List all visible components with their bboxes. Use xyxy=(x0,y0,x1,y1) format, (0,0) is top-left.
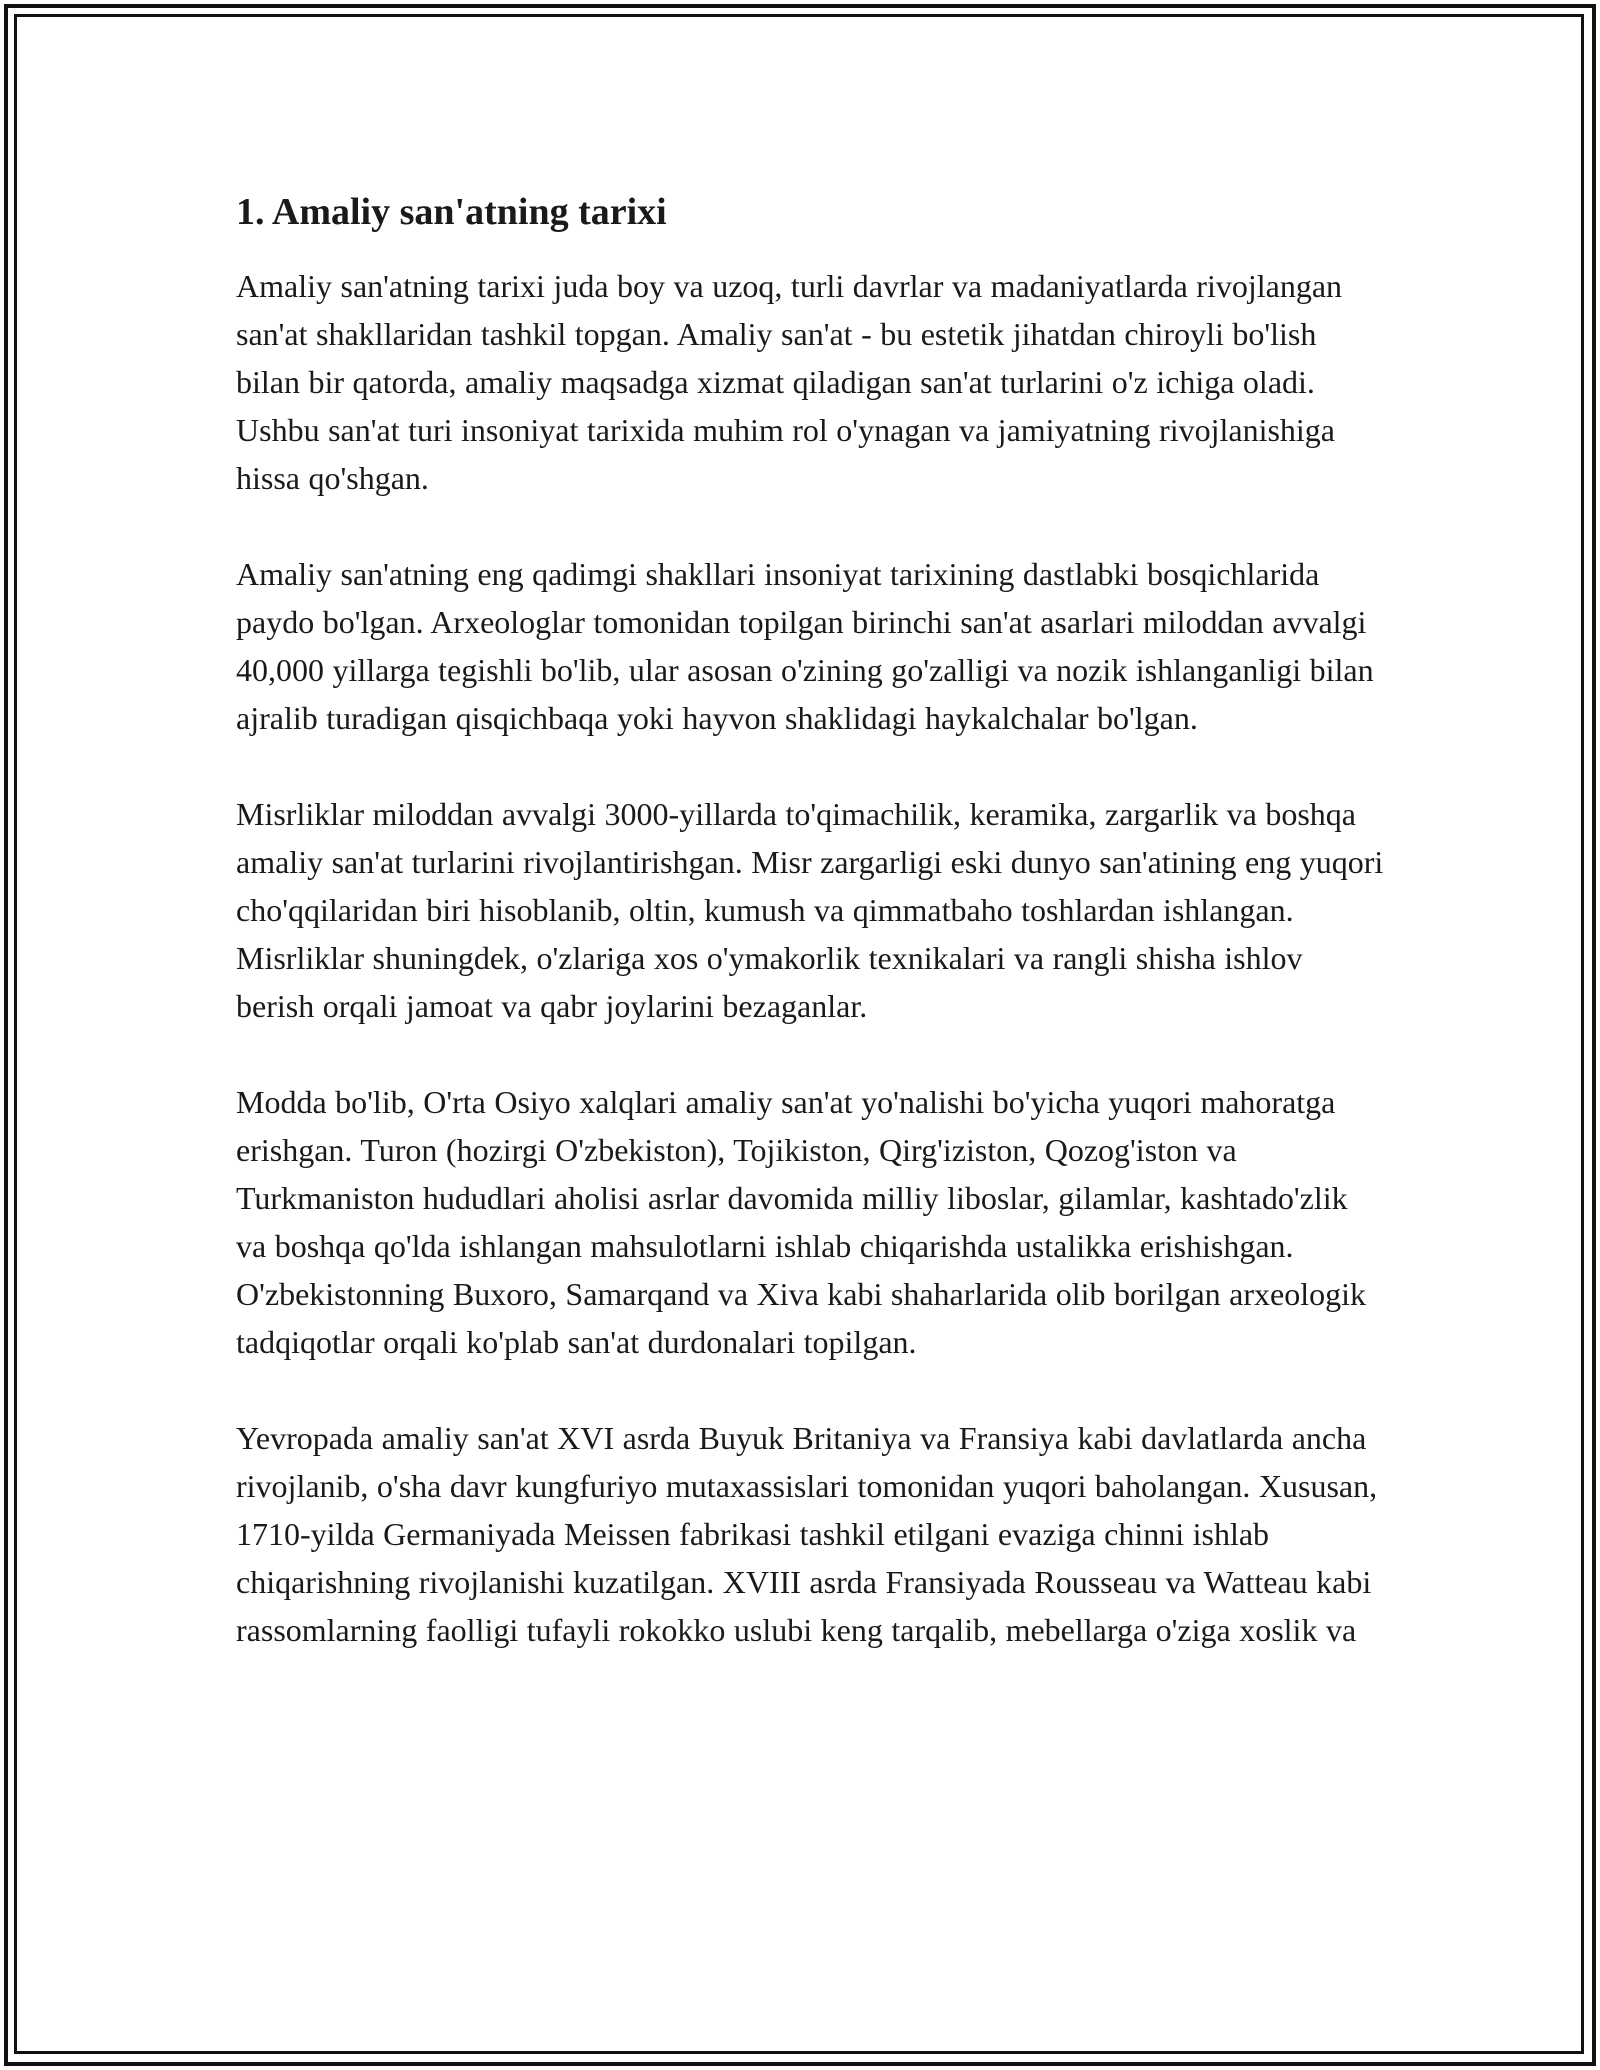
paragraph-5: Yevropada amaliy san'at XVI asrda Buyuk Britaniya va Fransiya kabi davlatlarda ancha rivojlanib, o'sha davr kungfuriyo mutaxassislari tomonidan yuqori baholangan. Xususan, 1710-yilda Germaniyada Meissen fabrikasi tashkil etilgani evaziga chinni ishlab chiqarishning rivojlanishi kuzatilgan. XVIII asrda Fransiyada Rousseau va Watteau kabi rassomlarning faolligi tufayli rokokko uslubi keng tarqalib, mebellarga o'ziga xoslik va xyxy=(236,1420,1378,1648)
section-heading: 1. Amaliy san'atning tarixi xyxy=(236,191,667,233)
paragraph-1: Amaliy san'atning tarixi juda boy va uzoq, turli davrlar va madaniyatlarda rivojlangan san'at shakllaridan tashkil topgan. Amaliy san'at - bu estetik jihatdan chiroyli bo'lish bilan bir qatorda, amaliy maqsadga xizmat qiladigan san'at turlarini o'z ichiga oladi. Ushbu san'at turi insoniyat tarixida muhim rol o'ynagan va jamiyatning rivojlanishiga hissa qo'shgan. xyxy=(236,268,1343,496)
paragraph-2: Amaliy san'atning eng qadimgi shakllari insoniyat tarixining dastlabki bosqichlarida paydo bo'lgan. Arxeologlar tomonidan topilgan birinchi san'at asarlari miloddan avvalgi 40,000 yillarga tegishli bo'lib, ular asosan o'zining go'zalligi va nozik ishlanganligi bilan ajralib turadigan qisqichbaqa yoki hayvon shaklidagi haykalchalar bo'lgan. xyxy=(236,556,1374,736)
document-body xyxy=(236,188,1386,1702)
paragraph-4: Modda bo'lib, O'rta Osiyo xalqlari amaliy san'at yo'nalishi bo'yicha yuqori mahoratga erishgan. Turon (hozirgi O'zbekiston), Tojikiston, Qirg'iziston, Qozog'iston va Turkmaniston hududlari aholisi asrlar davomida milliy liboslar, gilamlar, kashtado'zlik va boshqa qo'lda ishlangan mahsulotlarni ishlab chiqarishda ustalikka erishishgan. O'zbekistonning Buxoro, Samarqand va Xiva kabi shaharlarida olib borilgan arxeologik tadqiqotlar orqali ko'plab san'at durdonalari topilgan. xyxy=(236,1084,1366,1360)
paragraph-3: Misrliklar miloddan avvalgi 3000-yillarda to'qimachilik, keramika, zargarlik va boshqa amaliy san'at turlarini rivojlantirishgan. Misr zargarligi eski dunyo san'atining eng yuqori cho'qqilaridan biri hisoblanib, oltin, kumush va qimmatbaho toshlardan ishlangan. Misrliklar shuningdek, o'zlariga xos o'ymakorlik texnikalari va rangli shisha ishlov berish orqali jamoat va qabr joylarini bezaganlar. xyxy=(236,796,1384,1024)
